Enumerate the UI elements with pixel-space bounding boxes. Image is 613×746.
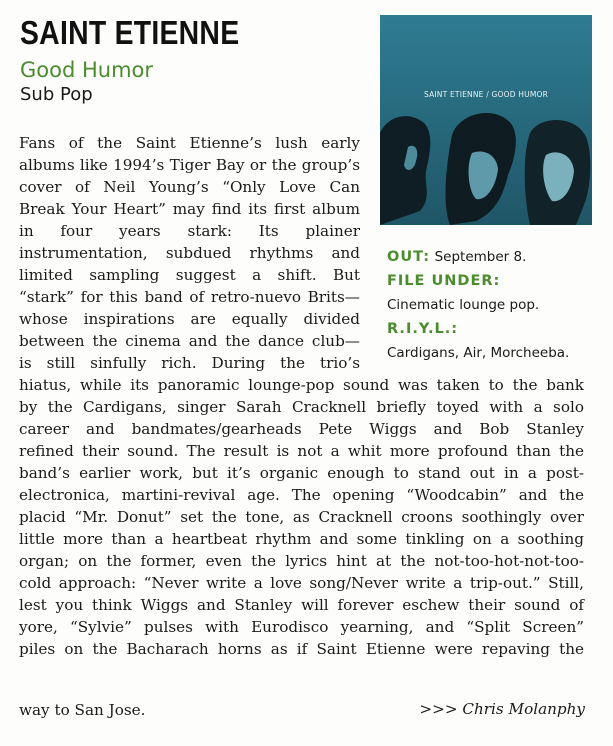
byline: >>> Chris Molanphy	[419, 700, 585, 718]
body-line: is still sinfully rich. During the trio’s	[19, 354, 360, 372]
body-line: lest you think Wiggs and Stanley will forever eschew their sound of	[19, 596, 584, 614]
body-line: organ; on the former, even the lyrics hint at the not-too-hot-not-too-	[19, 552, 584, 570]
file-under-value: Cinematic lounge pop.	[387, 297, 540, 313]
body-line: refined their sound. The result is not a whit more profound than the	[19, 442, 584, 460]
album-cover	[380, 15, 592, 225]
file-under-label: FILE UNDER:	[387, 273, 501, 289]
out-value: September 8.	[434, 249, 527, 265]
body-line: career and bandmates/gearheads Pete Wiggs and Bob Stanley	[19, 420, 584, 438]
body-line: cover of Neil Young’s “Only Love Can	[19, 178, 360, 196]
body-line: Break Your Heart” may find its first album	[19, 200, 360, 218]
body-line: in four years stark: Its plainer	[19, 222, 360, 240]
body-line: instrumentation, subdued rhythms and	[19, 244, 360, 262]
body-line: cold approach: “Never write a love song/Never write a trip-out.” Still,	[19, 574, 584, 592]
body-line: little more than a heartbeat rhythm and some tinkling on a soothing	[19, 530, 584, 548]
body-line: piles on the Bacharach horns as if Saint Etienne were repaving the	[19, 640, 584, 658]
body-line: “stark” for this band of retro-nuevo Brits—	[19, 288, 360, 306]
body-line: Fans of the Saint Etienne’s lush early	[19, 134, 360, 152]
body-line: yore, “Sylvie” pulses with Eurodisco yearning, and “Split Screen”	[19, 618, 584, 636]
riyl-value: Cardigans, Air, Morcheeba.	[387, 345, 570, 361]
record-label: Sub Pop	[20, 84, 93, 105]
body-line: whose inspirations are equally divided	[19, 310, 360, 328]
cover-artwork	[380, 15, 592, 225]
body-line: hiatus, while its panoramic lounge-pop sound was taken to the bank	[19, 376, 584, 394]
album-title: Good Humor	[20, 58, 154, 82]
riyl-label: R.I.Y.L.:	[387, 321, 459, 337]
body-line: by the Cardigans, singer Sarah Cracknell briefly toyed with a solo	[19, 398, 584, 416]
body-line: band’s earlier work, but it’s organic enough to stand out in a post-	[19, 464, 584, 482]
body-line: way to San Jose.	[19, 701, 146, 719]
body-line: limited sampling suggest a shift. But	[19, 266, 360, 284]
body-line: placid “Mr. Donut” set the tone, as Cracknell croons soothingly over	[19, 508, 584, 526]
body-line: between the cinema and the dance club—	[19, 332, 360, 350]
artist-name: SAINT ETIENNE	[20, 14, 240, 51]
body-line: albums like 1994’s Tiger Bay or the group’s	[19, 156, 360, 174]
cover-title-text: SAINT ETIENNE / GOOD HUMOR	[423, 90, 549, 99]
out-label: OUT:	[387, 249, 430, 265]
body-line: electronica, martini-revival age. The opening “Woodcabin” and the	[19, 486, 584, 504]
